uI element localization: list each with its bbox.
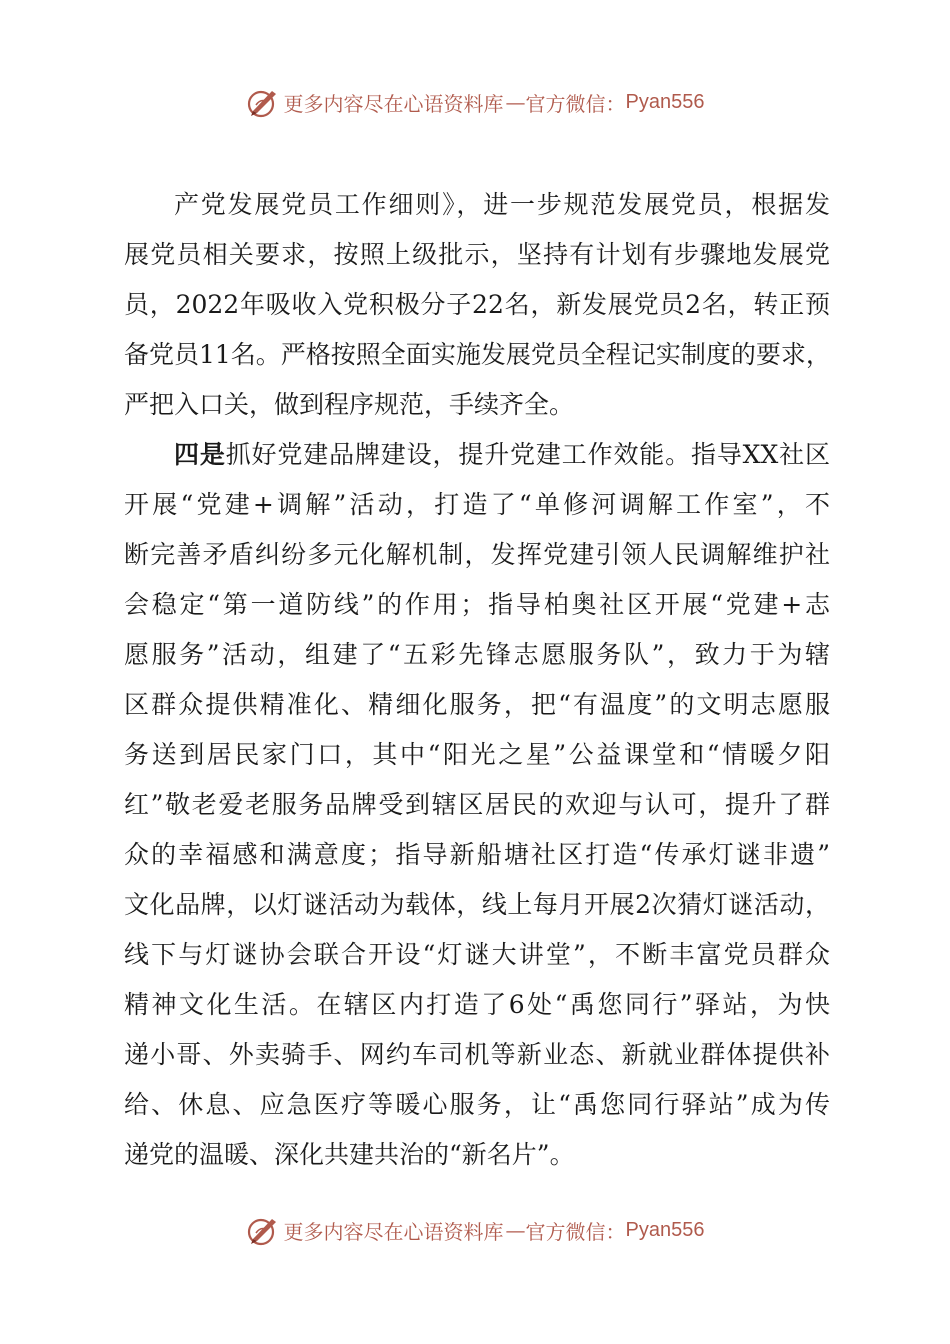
- text-line: 断完善矛盾纠纷多元化解机制，发挥党建引领人民调解维护社: [124, 540, 830, 569]
- text-line: 区群众提供精准化、精细化服务，把“有温度”的文明志愿服: [124, 690, 830, 719]
- paragraph-lead-bold: 四是: [174, 440, 226, 469]
- text-line: 文化品牌，以灯谜活动为载体，线上每月开展2次猜灯谜活动，: [124, 890, 830, 919]
- text-line-lead: [124, 430, 830, 480]
- text-line: 员，2022年吸收入党积极分子22名，新发展党员2名，转正预: [124, 290, 830, 319]
- paragraph-2: [124, 430, 830, 1180]
- text-line: 给、休息、应急医疗等暖心服务，让“禹您同行驿站”成为传: [124, 1090, 830, 1119]
- document-body: [124, 180, 830, 1180]
- watermark-official-label: 官方微信：: [525, 91, 626, 116]
- watermark-text: 更多内容尽在心语资料库: [283, 1219, 504, 1244]
- watermark-account: Pyan556: [625, 90, 705, 113]
- text-line-rest: 抓好党建品牌建设，提升党建工作效能。指导XX社区: [225, 440, 830, 469]
- text-line: 递党的温暖、深化共建共治的“新名片”。: [124, 1140, 575, 1169]
- pen-logo-icon: [246, 1213, 280, 1247]
- text-line: 精神文化生活。在辖区内打造了6处“禹您同行”驿站，为快: [124, 990, 830, 1019]
- watermark-text: 更多内容尽在心语资料库: [283, 91, 504, 116]
- text-line: 备党员11名。严格按照全面实施发展党员全程记实制度的要求，: [124, 340, 831, 369]
- watermark-official-label: 官方微信：: [525, 1219, 626, 1244]
- watermark-account: Pyan556: [625, 1218, 705, 1241]
- text-line: 众的幸福感和满意度；指导新船塘社区打造“传承灯谜非遗”: [124, 840, 830, 869]
- text-line: 产党发展党员工作细则》，进一步规范发展党员，根据发: [174, 190, 830, 219]
- text-line: 开展“党建+调解”活动，打造了“单修河调解工作室”，不: [124, 490, 830, 519]
- text-line: 务送到居民家门口，其中“阳光之星”公益课堂和“情暖夕阳: [124, 740, 830, 769]
- paragraph-1: [124, 180, 830, 430]
- text-line: 线下与灯谜协会联合开设“灯谜大讲堂”，不断丰富党员群众: [124, 940, 830, 969]
- pen-logo-icon: [246, 85, 280, 119]
- watermark-separator: —: [505, 1218, 524, 1242]
- text-line: 会稳定“第一道防线”的作用；指导柏奥社区开展“党建+志: [124, 590, 830, 619]
- text-line: 严把入口关，做到程序规范，手续齐全。: [124, 390, 575, 419]
- text-line: 递小哥、外卖骑手、网约车司机等新业态、新就业群体提供补: [124, 1040, 830, 1069]
- text-line: 展党员相关要求，按照上级批示，坚持有计划有步骤地发展党: [124, 240, 830, 269]
- watermark-footer: [0, 1210, 950, 1250]
- watermark-separator: —: [505, 90, 524, 114]
- text-line: 红”敬老爱老服务品牌受到辖区居民的欢迎与认可，提升了群: [124, 790, 830, 819]
- text-line: 愿服务”活动，组建了“五彩先锋志愿服务队”，致力于为辖: [124, 640, 830, 669]
- watermark-header: [0, 82, 950, 122]
